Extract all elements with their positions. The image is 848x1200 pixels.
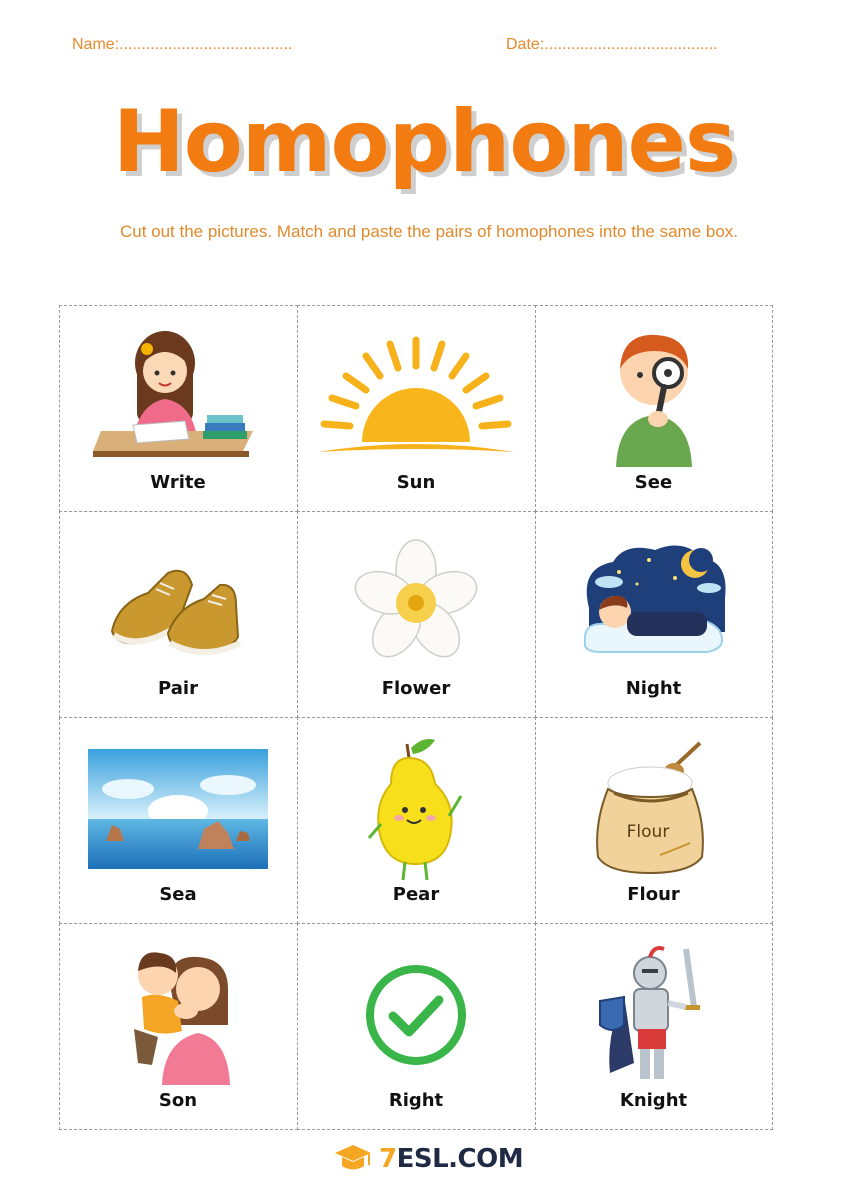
card-write bbox=[59, 305, 298, 512]
card-pair bbox=[59, 511, 298, 718]
card-flour bbox=[535, 717, 773, 924]
graduation-cap-icon bbox=[333, 1143, 373, 1175]
card-label: Pear bbox=[392, 883, 440, 905]
card-label: Night bbox=[625, 677, 682, 699]
flour-sack-icon bbox=[594, 739, 714, 879]
card-knight bbox=[535, 923, 773, 1130]
night-sleep-icon bbox=[579, 538, 729, 668]
page-title: Homophones bbox=[112, 92, 736, 192]
card-sea bbox=[59, 717, 298, 924]
card-night bbox=[535, 511, 773, 718]
sea-icon bbox=[88, 749, 268, 869]
girl-writing-icon bbox=[93, 327, 263, 467]
card-sun bbox=[297, 305, 536, 512]
card-right bbox=[297, 923, 536, 1130]
card-label: Pair bbox=[158, 677, 198, 699]
flour-sack-text: Flour bbox=[626, 821, 669, 842]
sneakers-icon bbox=[108, 543, 248, 663]
boy-magnifier-icon bbox=[594, 327, 714, 467]
card-label: Son bbox=[158, 1089, 198, 1111]
instruction-text: Cut out the pictures. Match and paste the pairs of homophones into the same box. bbox=[119, 222, 739, 241]
card-flower bbox=[297, 511, 536, 718]
mother-son-icon bbox=[118, 945, 238, 1085]
card-label: Write bbox=[150, 471, 206, 493]
date-field: Date:....................................... bbox=[506, 36, 718, 53]
card-son bbox=[59, 923, 298, 1130]
card-label: Flour bbox=[627, 883, 680, 905]
card-see bbox=[535, 305, 773, 512]
knight-icon bbox=[594, 945, 714, 1085]
pear-icon bbox=[361, 734, 471, 884]
flower-icon bbox=[351, 538, 481, 668]
card-label: Knight bbox=[619, 1089, 688, 1111]
card-pear bbox=[297, 717, 536, 924]
card-label: Right bbox=[388, 1089, 444, 1111]
card-label: Sea bbox=[159, 883, 197, 905]
site-logo-text: 7ESL.COM bbox=[379, 1144, 524, 1174]
checkmark-icon bbox=[361, 960, 471, 1070]
name-field: Name:....................................... bbox=[72, 36, 293, 53]
card-label: Sun bbox=[396, 471, 436, 493]
card-label: See bbox=[634, 471, 673, 493]
sun-icon bbox=[316, 332, 516, 462]
card-label: Flower bbox=[381, 677, 451, 699]
homophone-grid bbox=[59, 305, 772, 1129]
footer-logo bbox=[333, 1143, 523, 1175]
